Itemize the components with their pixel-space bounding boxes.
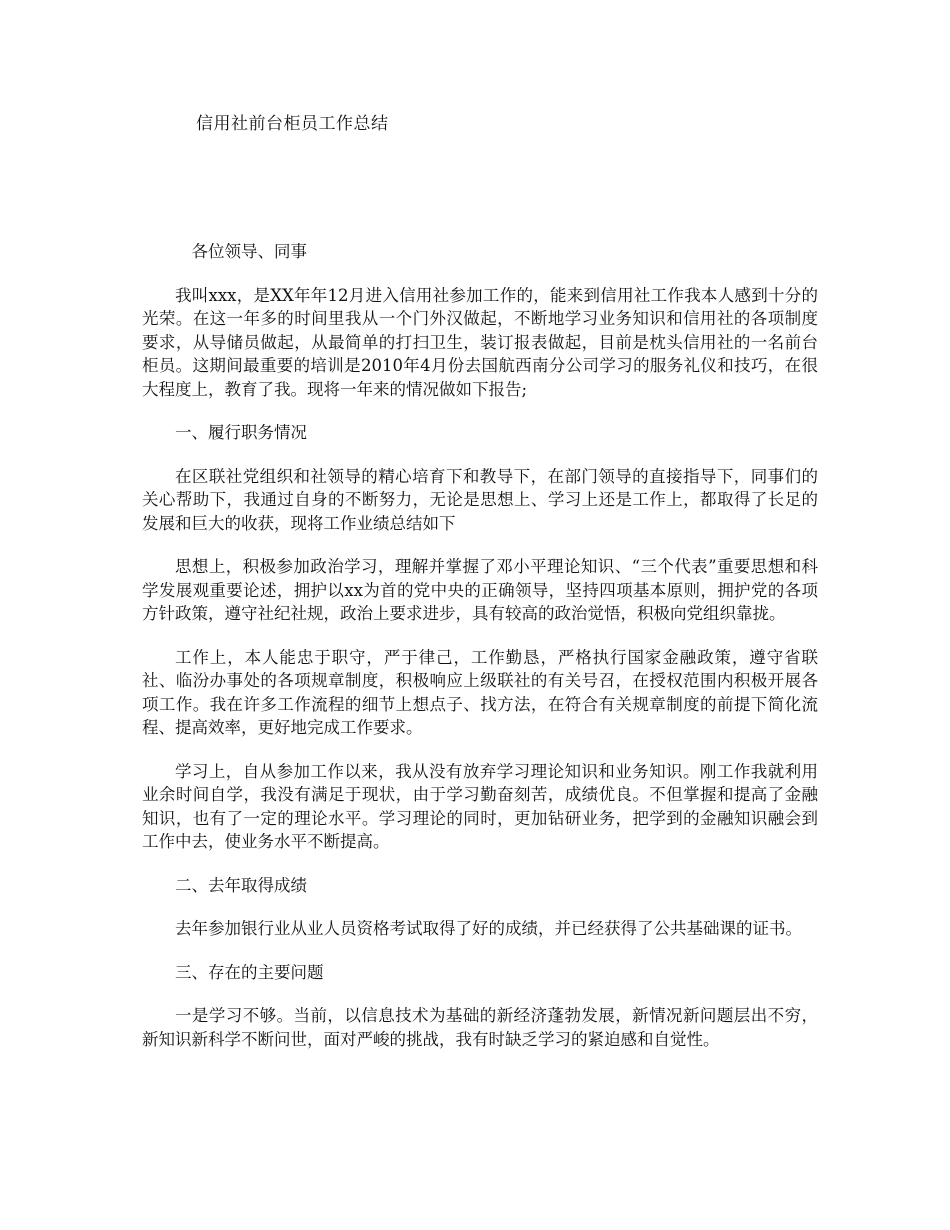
study-paragraph: 学习上，自从参加工作以来，我从没有放弃学习理论知识和业务知识。刚工作我就利用业余时间自学，我没有满足于现状，由于学习勤奋刻苦，成绩优良。不但掌握和提高了金融知识，也有了一定的理论水平。学习理论的同时，更加钻研业务，把学到的金融知识融会到工作中去，使业务水平不断提高。 — [142, 761, 818, 851]
problems-paragraph: 一是学习不够。当前，以信息技术为基础的新经济蓬勃发展，新情况新问题层出不穷，新知识新科学不断问世，面对严峻的挑战，我有时缺乏学习的紧迫感和自觉性。 — [142, 1006, 818, 1049]
section-heading-achievements: 二、去年取得成绩 — [175, 875, 307, 895]
thought-paragraph: 思想上，积极参加政治学习，理解并掌握了邓小平理论知识、“三个代表”重要思想和科学发展观重要论述，拥护以xx为首的党中央的正确领导，坚持四项基本原则，拥护党的各项方针政策，遵守社纪社规，政治上要求进步，具有较高的政治觉悟，积极向党组织靠拢。 — [142, 557, 818, 623]
intro-paragraph: 我叫xxx，是XX年年12月进入信用社参加工作的，能来到信用社工作我本人感到十分的光荣。在这一年多的时间里我从一个门外汉做起，不断地学习业务知识和信用社的各项制度要求，从导储员做起，从最简单的打扫卫生，装订报表做起，目前是枕头信用社的一名前台柜员。这期间最重要的培训是2010年4月份去国航西南分公司学习的服务礼仪和技巧，在很大程度上，教育了我。现将一年来的情况做如下报告; — [142, 285, 818, 399]
work-paragraph: 工作上，本人能忠于职守，严于律己，工作勤恳，严格执行国家金融政策，遵守省联社、临汾办事处的各项规章制度，积极响应上级联社的有关号召，在授权范围内积极开展各项工作。我在许多工作流程的细节上想点子、找方法，在符合有关规章制度的前提下简化流程、提高效率，更好地完成工作要求。 — [142, 647, 818, 737]
document-title: 信用社前台柜员工作总结 — [196, 114, 389, 134]
duties-paragraph: 在区联社党组织和社领导的精心培育下和教导下，在部门领导的直接指导下，同事们的关心帮助下，我通过自身的不断努力，无论是思想上、学习上还是工作上，都取得了长足的发展和巨大的收获，现将工作业绩总结如下 — [142, 466, 818, 533]
section-heading-problems: 三、存在的主要问题 — [175, 962, 324, 982]
section-heading-duties: 一、履行职务情况 — [175, 423, 307, 442]
greeting: 各位领导、同事 — [191, 242, 307, 261]
document-body — [142, 240, 818, 1071]
achievements-paragraph: 去年参加银行业从业人员资格考试取得了好的成绩，并已经获得了公共基础课的证书。 — [175, 919, 802, 938]
